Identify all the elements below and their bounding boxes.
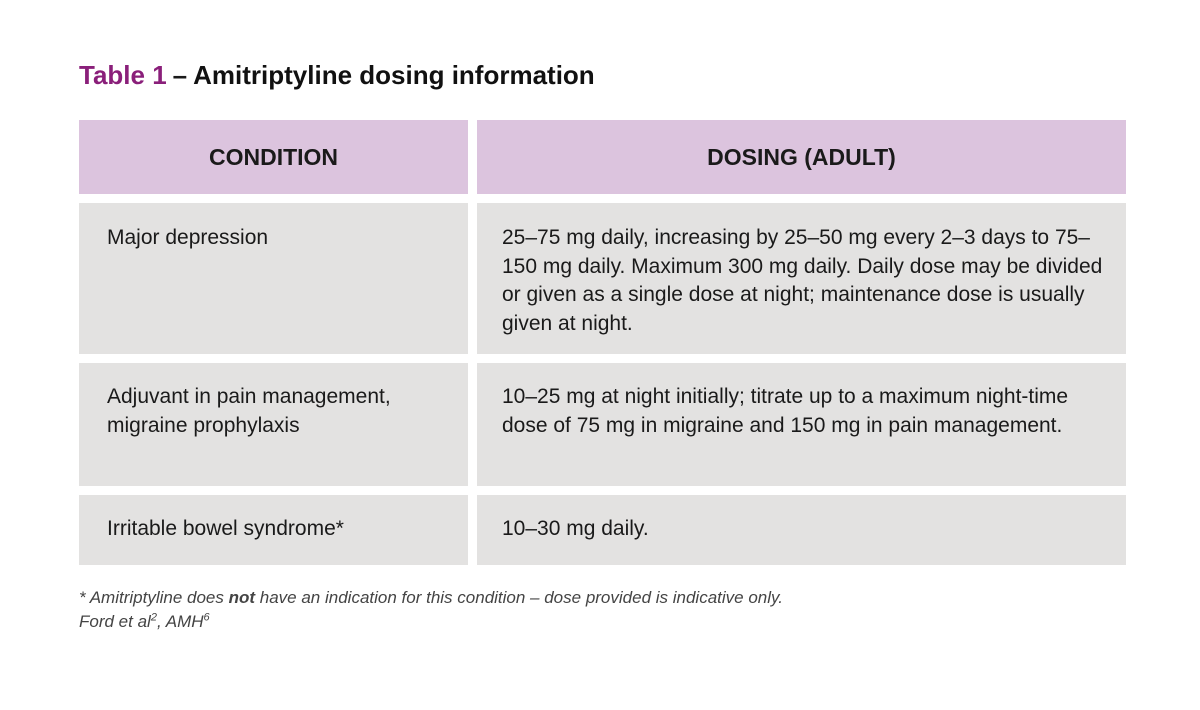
reference-1-sup: 2 — [150, 611, 157, 624]
header-dosing: DOSING (ADULT) — [477, 120, 1126, 194]
dosing-cell: 25–75 mg daily, increasing by 25–50 mg every 2–3 days to 75–150 mg daily. Maximum 300 mg daily. Daily dose may be divided or given as a single dose at night; maintenance dose is usually given at night. — [477, 203, 1126, 354]
table-header-row — [79, 120, 1126, 194]
footnote-emphasis: not — [228, 588, 256, 607]
reference-1: Ford et al — [79, 612, 151, 631]
dosing-table — [79, 120, 1126, 565]
title-dash: – — [172, 60, 188, 90]
condition-cell: Major depression — [79, 203, 468, 354]
table-number: Table 1 — [79, 60, 167, 90]
condition-cell: Adjuvant in pain management, migraine prophylaxis — [79, 363, 468, 486]
footnote — [79, 586, 783, 634]
reference-2: , AMH — [156, 612, 204, 631]
footnote-text-pre: * Amitriptyline does — [79, 588, 229, 607]
dosing-cell: 10–30 mg daily. — [477, 495, 1126, 565]
table-row — [79, 203, 1126, 354]
footnote-line — [79, 586, 783, 610]
header-condition: CONDITION — [79, 120, 468, 194]
table-title — [79, 60, 595, 91]
table-row — [79, 363, 1126, 486]
table-row — [79, 495, 1126, 565]
footnote-text-post: have an indication for this condition – dose provided is indicative only. — [255, 588, 783, 607]
references-line — [79, 610, 783, 634]
condition-cell: Irritable bowel syndrome* — [79, 495, 468, 565]
reference-2-sup: 6 — [203, 611, 210, 624]
table-title-text: Amitriptyline dosing information — [193, 60, 595, 90]
dosing-cell: 10–25 mg at night initially; titrate up to a maximum night-time dose of 75 mg in migraine and 150 mg in pain management. — [477, 363, 1126, 486]
